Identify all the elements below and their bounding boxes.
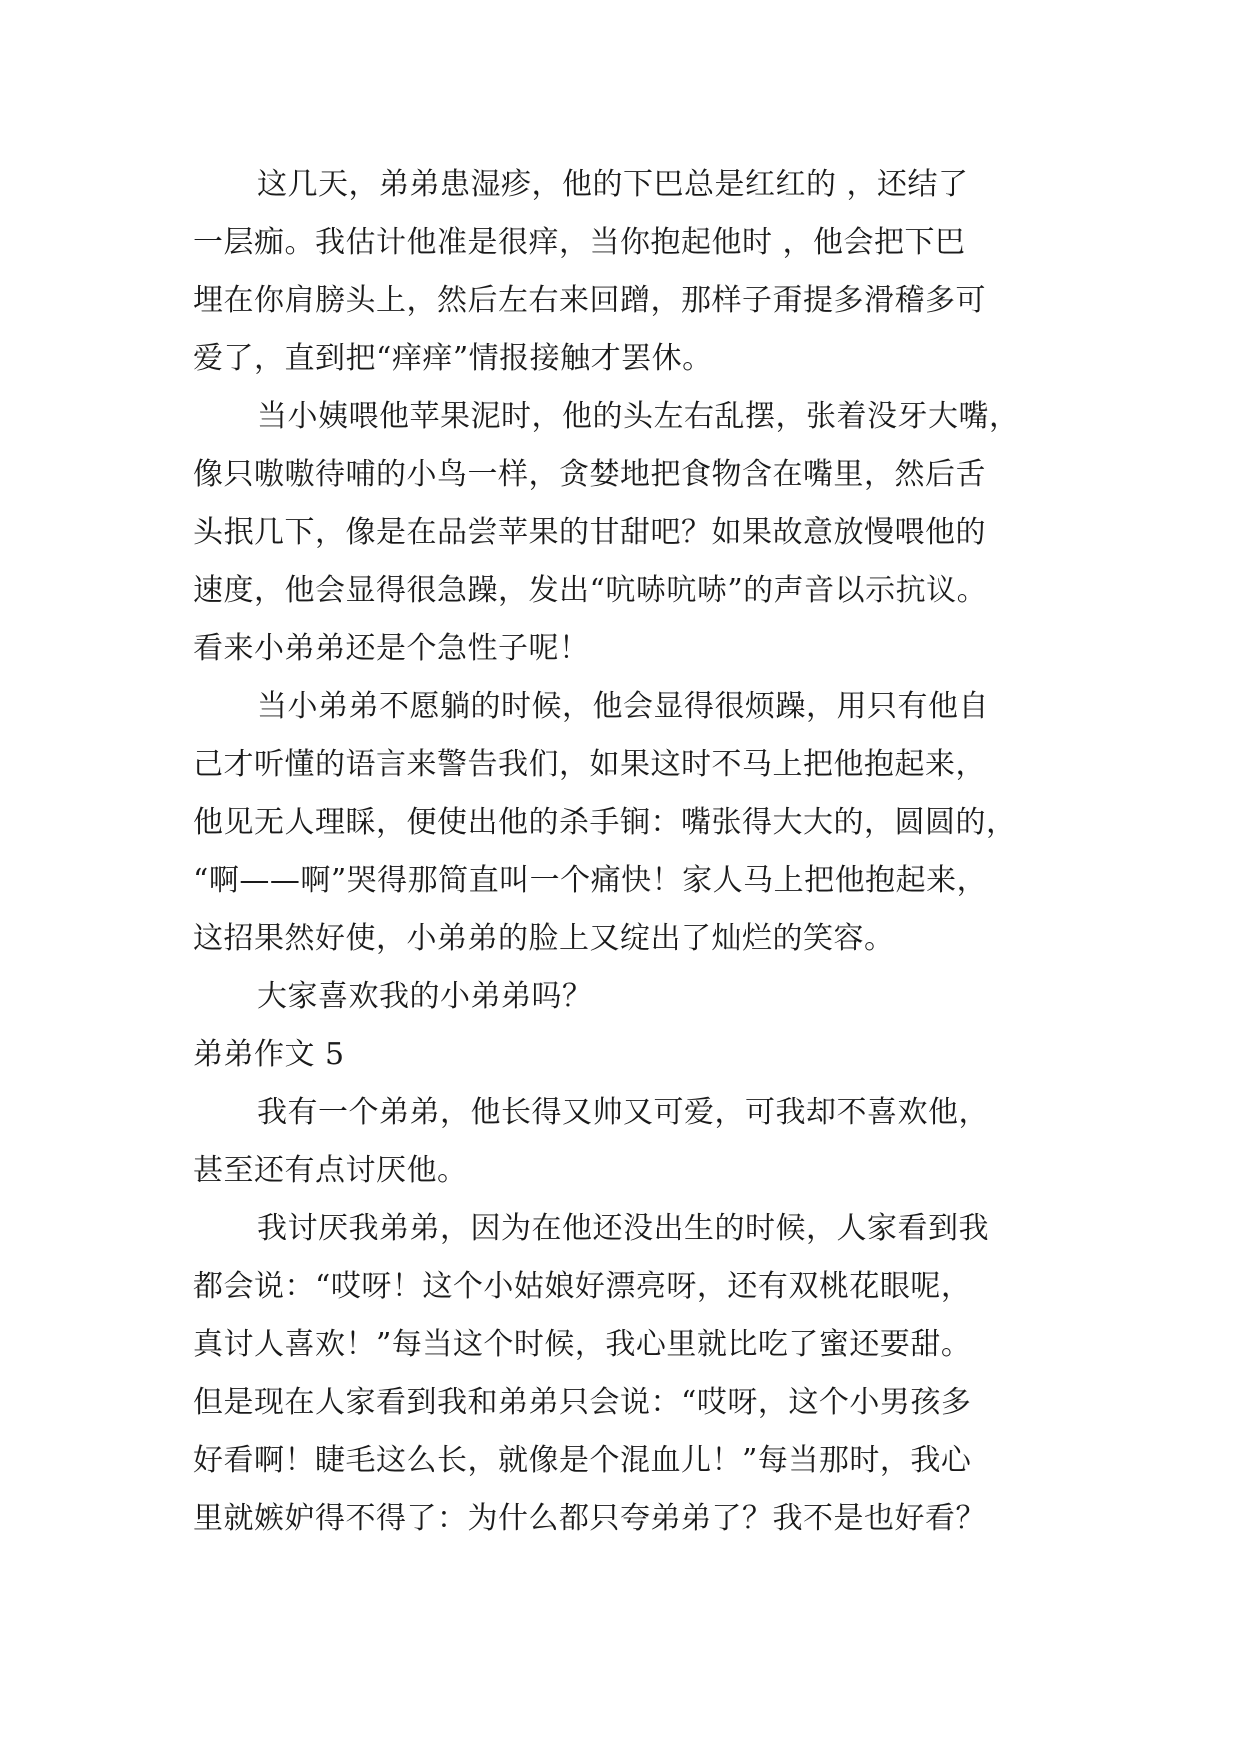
paragraph-5-line-2: 甚至还有点讨厌他。 xyxy=(193,1153,468,1188)
paragraph-3-line-2: 己才听懂的语言来警告我们，如果这时不马上把他抱起来， xyxy=(193,747,986,782)
paragraph-2-line-2: 像只嗷嗷待哺的小鸟一样，贪婪地把食物含在嘴里，然后舌 xyxy=(193,457,986,492)
paragraph-3-line-5: 这招果然好使，小弟弟的脸上又绽出了灿烂的笑容。 xyxy=(193,921,895,956)
paragraph-6-line-4: 但是现在人家看到我和弟弟只会说：“哎呀，这个小男孩多 xyxy=(193,1385,972,1420)
paragraph-1-line-2: 一层痂。我估计他准是很痒，当你抱起他时 ，他会把下巴 xyxy=(193,225,966,260)
paragraph-6-line-2: 都会说：“哎呀！这个小姑娘好漂亮呀，还有双桃花眼呢， xyxy=(193,1269,972,1304)
paragraph-2-line-1: 当小姨喂他苹果泥时，他的头左右乱摆，张着没牙大嘴， xyxy=(257,399,1020,434)
paragraph-1-line-3: 埋在你肩膀头上，然后左右来回蹭，那样子甭提多滑稽多可 xyxy=(193,283,986,318)
paragraph-6-line-6: 里就嫉妒得不得了：为什么都只夸弟弟了？我不是也好看？ xyxy=(193,1501,986,1536)
paragraph-6-line-1: 我讨厌我弟弟，因为在他还没出生的时候，人家看到我 xyxy=(257,1211,989,1246)
paragraph-1-line-1: 这几天，弟弟患湿疹，他的下巴总是红红的 ，还结了 xyxy=(257,167,969,202)
paragraph-3-line-4: “啊——啊”哭得那简直叫一个痛快！家人马上把他抱起来， xyxy=(193,863,988,898)
paragraph-6-line-5: 好看啊！睫毛这么长，就像是个混血儿！”每当那时，我心 xyxy=(193,1443,972,1478)
paragraph-3-line-1: 当小弟弟不愿躺的时候，他会显得很烦躁，用只有他自 xyxy=(257,689,989,724)
paragraph-6-line-3: 真讨人喜欢！”每当这个时候，我心里就比吃了蜜还要甜。 xyxy=(193,1327,972,1362)
paragraph-4-line-1: 大家喜欢我的小弟弟吗？ xyxy=(257,979,593,1014)
paragraph-3-line-3: 他见无人理睬，便使出他的杀手锏：嘴张得大大的，圆圆的， xyxy=(193,805,1017,840)
paragraph-1-line-4: 爱了，直到把“痒痒”情报接触才罢休。 xyxy=(193,341,713,376)
paragraph-2-line-3: 头抿几下，像是在品尝苹果的甘甜吧？如果故意放慢喂他的 xyxy=(193,515,986,550)
paragraph-5-line-1: 我有一个弟弟，他长得又帅又可爱，可我却不喜欢他， xyxy=(257,1095,989,1130)
section-heading: 弟弟作文 5 xyxy=(193,1037,345,1072)
paragraph-2-line-5: 看来小弟弟还是个急性子呢！ xyxy=(193,631,590,666)
paragraph-2-line-4: 速度，他会显得很急躁，发出“吭哧吭哧”的声音以示抗议。 xyxy=(193,573,988,608)
